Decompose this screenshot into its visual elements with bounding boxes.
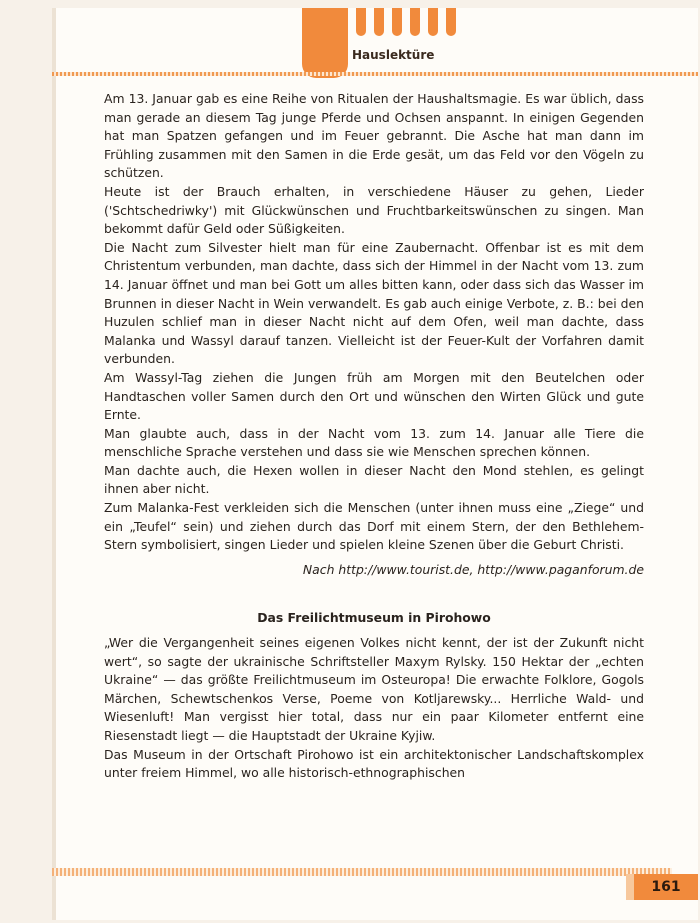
page-content [104, 90, 644, 783]
page-edge-shadow [52, 8, 56, 920]
paragraph: Am 13. Januar gab es eine Reihe von Ritualen der Haushaltsmagie. Es war üblich, dass man gerade an diesem Tag junge Pferde und Ochsen anspannt. In einigen Gegenden hat man Spatzen gefangen und im Feuer gebrannt. Die Asche hat man dann im Frühling zusammen mit den Samen in die Erde gesät, um das Feld vor den Vögeln zu schützen. [104, 91, 644, 181]
subheading: Das Freilichtmuseum in Pirohowo [257, 610, 491, 626]
section-title: Hauslektüre [352, 48, 435, 62]
source-citation: Nach http://www.tourist.de, http://www.paganforum.de [302, 561, 644, 577]
paragraph: „Wer die Vergangenheit seines eigenen Volkes nicht kennt, der ist der Zukunft nicht wert“, so sagte der ukrainische Schriftsteller Maxym Rylsky. 150 Hektar der „echten Ukraine“ — das größte Freilichtmuseum im Osteuropa! Die erwachte Folklore, Gogols Märchen, Schewtschenkos Verse, Poeme von Kotljarewsky... Herrliche Wald- und Wiesenluft! Man vergisst hier total, dass nur ein paar Kilometer entfernt eine Riesenstadt liegt — die Hauptstadt der Ukraine Kyjiw. [104, 635, 644, 743]
paragraph: Heute ist der Brauch erhalten, in verschiedene Häuser zu gehen, Lieder ('Schtschedriwky') mit Glückwünschen und Fruchtbarkeitswünschen zu singen. Man bekommt dafür Geld oder Süßigkeiten. [104, 183, 644, 237]
paragraph: Am Wassyl-Tag ziehen die Jungen früh am Morgen mit den Beutelchen oder Handtaschen voller Samen durch den Ort und wünschen den Wirten Glück und gute Ernte. [104, 369, 644, 423]
header-pill-decoration [392, 8, 402, 36]
header-pill-decoration [446, 8, 456, 36]
header-pill-decoration [374, 8, 384, 36]
page-header [52, 8, 698, 72]
footer-divider [52, 868, 672, 876]
paragraph: Das Museum in der Ortschaft Pirohowo ist ein architektonischer Landschaftskomplex unter freiem Himmel, wo alle historisch-ethnographischen [104, 746, 644, 781]
paragraph: Man glaubte auch, dass in der Nacht vom 13. zum 14. Januar alle Tiere die menschliche Sprache verstehen und dass sie wie Menschen sprechen können. [104, 425, 644, 460]
paragraph: Zum Malanka-Fest verkleiden sich die Menschen (unter ihnen muss eine „Ziege“ und ein „Teufel“ sein) und ziehen durch das Dorf mit einem Stern, der den Bethlehem-Stern symbolisiert, singen Lieder und spielen kleine Szenen über die Geburt Christi. [104, 500, 644, 553]
header-divider [52, 72, 698, 76]
paragraph: Die Nacht zum Silvester hielt man für eine Zaubernacht. Offenbar ist es mit dem Christentum verbunden, man dachte, dass sich der Himmel in der Nacht vom 13. zum 14. Januar öffnet und man bei Gott um alles bitten kann, oder dass sich das Wasser im Brunnen in dieser Nacht in Wein verwandelt. Es gab auch einige Verbote, z. B.: bei den Huzulen schlief man in dieser Nacht nicht auf dem Ofen, weil man dachte, dass Malanka und Wassyl darauf tanzen. Vielleicht ist der Feuer-Kult der Vorfahren damit verbunden. [104, 239, 644, 367]
header-pill-decoration [410, 8, 420, 36]
header-tab-decoration [302, 8, 348, 78]
page-number: 161 [634, 874, 698, 900]
paragraph: Man dachte auch, die Hexen wollen in dieser Nacht den Mond stehlen, es gelingt ihnen aber nicht. [104, 462, 644, 497]
header-pill-decoration [428, 8, 438, 36]
header-pill-decoration [356, 8, 366, 36]
